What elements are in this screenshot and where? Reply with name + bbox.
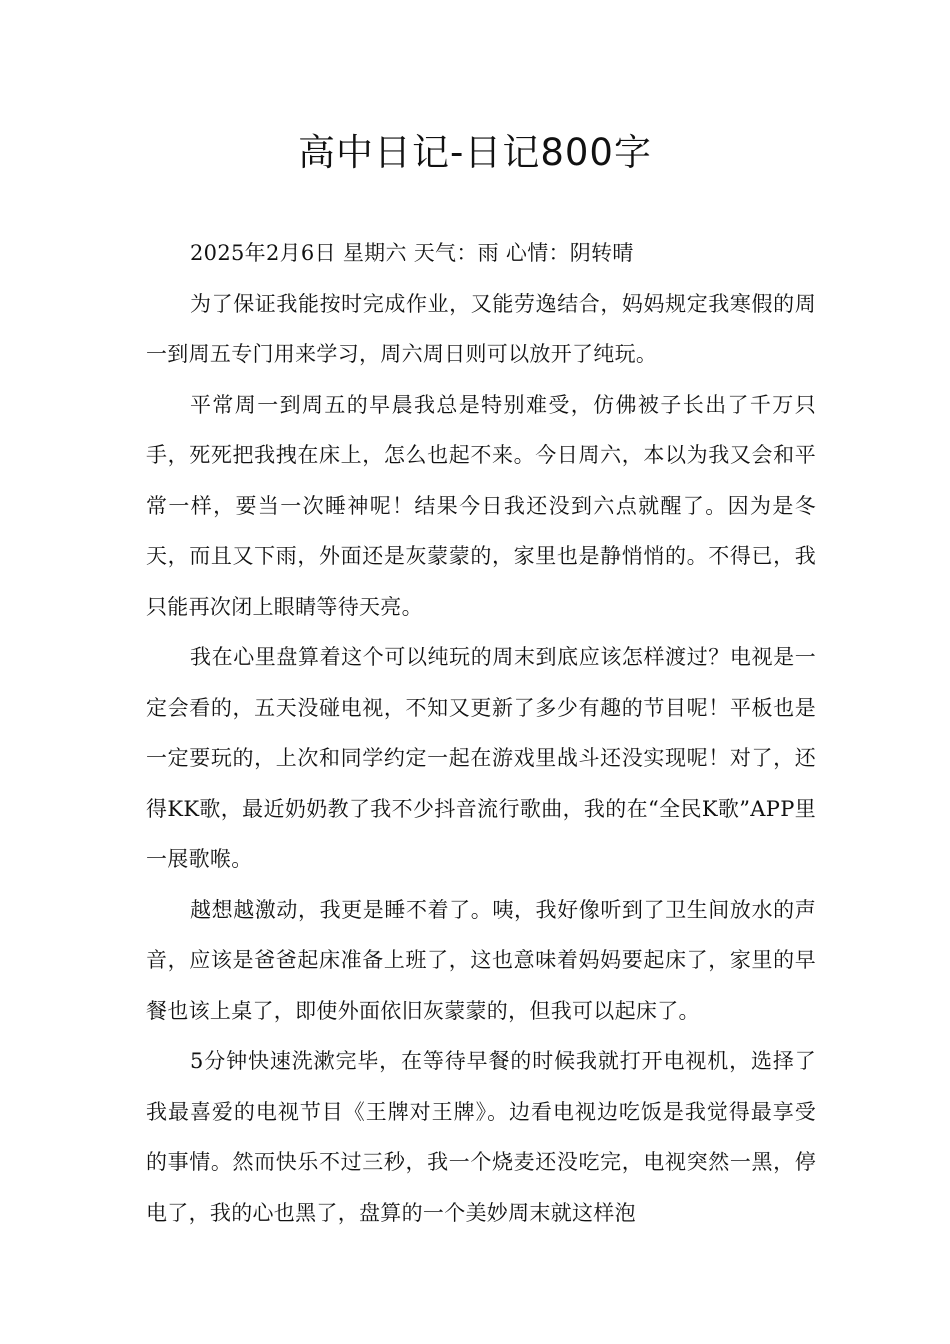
paragraph-4: 越想越激动，我更是睡不着了。咦，我好像听到了卫生间放水的声音，应该是爸爸起床准备上班了，这也意味着妈妈要起床了，家里的早餐也该上桌了，即使外面依旧灰蒙蒙的，但我可以起床了。 <box>146 897 816 1023</box>
paragraph-1: 为了保证我能按时完成作业，又能劳逸结合，妈妈规定我寒假的周一到周五专门用来学习，周六周日则可以放开了纯玩。 <box>146 291 816 366</box>
paragraph-2: 平常周一到周五的早晨我总是特别难受，仿佛被子长出了千万只手，死死把我拽在床上，怎么也起不来。今日周六，本以为我又会和平常一样，要当一次睡神呢！结果今日我还没到六点就醒了。因为是冬天，而且又下雨，外面还是灰蒙蒙的，家里也是静悄悄的。不得已，我只能再次闭上眼睛等待天亮。 <box>146 392 816 619</box>
date-weather-line: 2025年2月6日 星期六 天气：雨 心情：阴转晴 <box>190 241 634 265</box>
paragraph-3: 我在心里盘算着这个可以纯玩的周末到底应该怎样渡过？电视是一定会看的，五天没碰电视，不知又更新了多少有趣的节目呢！平板也是一定要玩的，上次和同学约定一起在游戏里战斗还没实现呢！对了，还得KK歌，最近奶奶教了我不少抖音流行歌曲，我的在“全民K歌”APP里一展歌喉。 <box>146 645 816 871</box>
document-body <box>146 228 816 1238</box>
paragraph-5: 5分钟快速洗漱完毕，在等待早餐的时候我就打开电视机，选择了我最喜爱的电视节目《王牌对王牌》。边看电视边吃饭是我觉得最享受的事情。然而快乐不过三秒，我一个烧麦还没吃完，电视突然一黑，停电了，我的心也黑了，盘算的一个美妙周末就这样泡 <box>146 1049 816 1225</box>
document-title: 高中日记-日记800字 <box>298 131 652 174</box>
